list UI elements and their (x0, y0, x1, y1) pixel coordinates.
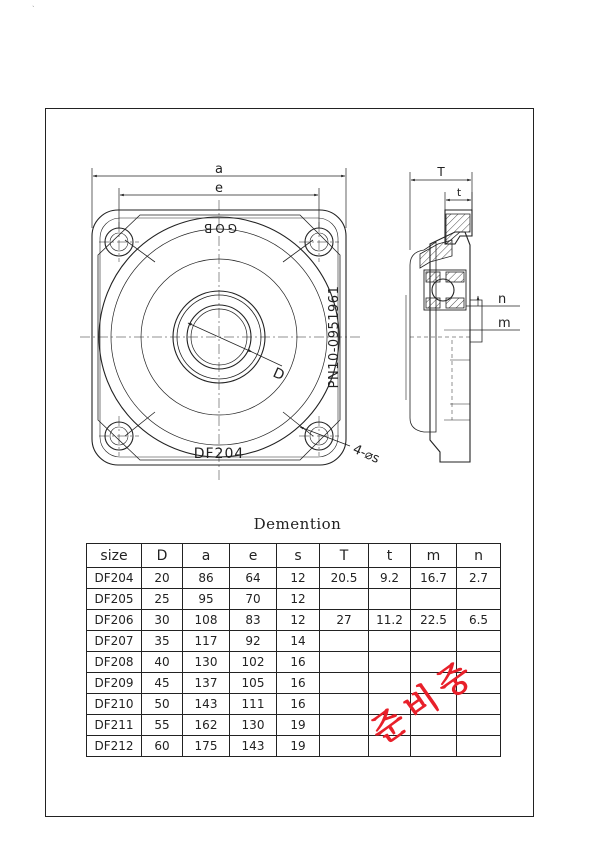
table-cell: 12 (277, 568, 320, 589)
table-cell (369, 652, 411, 673)
table-cell (320, 673, 369, 694)
table-cell (369, 736, 411, 757)
table-cell (411, 694, 457, 715)
dim-m-label: m (498, 316, 511, 331)
table-cell: DF211 (87, 715, 142, 736)
front-view (92, 210, 346, 465)
table-cell: 20 (142, 568, 183, 589)
table-cell (320, 652, 369, 673)
table-cell (369, 715, 411, 736)
table-row (87, 589, 501, 610)
table-title: Demention (253, 515, 342, 533)
table-cell: 64 (230, 568, 277, 589)
table-cell: 117 (183, 631, 230, 652)
table-row (87, 673, 501, 694)
table-cell: 55 (142, 715, 183, 736)
table-cell: 27 (320, 610, 369, 631)
table-cell: 83 (230, 610, 277, 631)
hidden-lines (410, 337, 470, 420)
table-cell: 143 (230, 736, 277, 757)
table-cell: 175 (183, 736, 230, 757)
table-cell (320, 631, 369, 652)
table-cell: 92 (230, 631, 277, 652)
table-cell: 20.5 (320, 568, 369, 589)
column-header-size: size (87, 544, 142, 568)
table-cell (457, 715, 501, 736)
table-row (87, 736, 501, 757)
table-cell: 14 (277, 631, 320, 652)
table-cell: 108 (183, 610, 230, 631)
table-cell (320, 715, 369, 736)
table-cell: 95 (183, 589, 230, 610)
table-cell (369, 631, 411, 652)
table-cell: DF209 (87, 673, 142, 694)
column-header-t: T (320, 544, 369, 568)
table-cell: 16 (277, 652, 320, 673)
table-cell: DF205 (87, 589, 142, 610)
table-cell: 137 (183, 673, 230, 694)
column-header-d: D (142, 544, 183, 568)
table-cell: 2.7 (457, 568, 501, 589)
table-cell: 102 (230, 652, 277, 673)
table-cell (411, 631, 457, 652)
table-cell: 60 (142, 736, 183, 757)
table-cell: 35 (142, 631, 183, 652)
table-cell: 105 (230, 673, 277, 694)
column-header-a: a (183, 544, 230, 568)
column-header-s: s (277, 544, 320, 568)
table-cell: 16 (277, 673, 320, 694)
table-cell (320, 736, 369, 757)
dim-a-label: a (215, 162, 223, 177)
column-header-m: m (411, 544, 457, 568)
table-row (87, 610, 501, 631)
table-cell: 143 (183, 694, 230, 715)
scan-mark: ` (32, 6, 35, 13)
table-cell (369, 673, 411, 694)
table-cell: 130 (183, 652, 230, 673)
table-cell: DF210 (87, 694, 142, 715)
column-header-n: n (457, 544, 501, 568)
table-cell: 130 (230, 715, 277, 736)
table-cell: 162 (183, 715, 230, 736)
table-cell (369, 694, 411, 715)
dimension-m (470, 330, 520, 340)
table-cell: 111 (230, 694, 277, 715)
table-cell: 86 (183, 568, 230, 589)
table-cell: DF204 (87, 568, 142, 589)
column-header-e: e (230, 544, 277, 568)
table-cell (457, 631, 501, 652)
table-cell (457, 673, 501, 694)
table-row (87, 694, 501, 715)
table-row (87, 568, 501, 589)
table-cell (457, 652, 501, 673)
table-header-row (87, 544, 501, 568)
center-lines (80, 200, 360, 480)
table-cell: 11.2 (369, 610, 411, 631)
table-cell: 16 (277, 694, 320, 715)
table-row (87, 715, 501, 736)
table-cell: 30 (142, 610, 183, 631)
table-cell: 16.7 (411, 568, 457, 589)
table-row (87, 631, 501, 652)
dim-e-label: e (215, 181, 223, 196)
dim-T-label: T (437, 165, 445, 179)
dim-n-label: n (498, 292, 507, 307)
brand-mark: GOB (201, 221, 237, 235)
table-cell: 45 (142, 673, 183, 694)
table-cell: DF212 (87, 736, 142, 757)
stamp-char-2: 비 (396, 677, 447, 730)
table-cell: DF208 (87, 652, 142, 673)
table-cell: 19 (277, 715, 320, 736)
dim-D-label: D (270, 365, 287, 385)
table-cell (411, 673, 457, 694)
table-cell (411, 589, 457, 610)
table-cell: 19 (277, 736, 320, 757)
bolt-hole-label: 4-⌀s (350, 441, 382, 467)
table-cell: 22.5 (411, 610, 457, 631)
table-row (87, 652, 501, 673)
table-cell (369, 589, 411, 610)
table-cell (457, 589, 501, 610)
table-cell: 50 (142, 694, 183, 715)
table-cell: 25 (142, 589, 183, 610)
table-cell: DF207 (87, 631, 142, 652)
table-cell: 70 (230, 589, 277, 610)
dimension-n (466, 296, 520, 306)
table-cell: 12 (277, 610, 320, 631)
column-header-t: t (369, 544, 411, 568)
dim-t-label: t (456, 186, 462, 199)
table-cell: 6.5 (457, 610, 501, 631)
part-number: PN10-0951961 (327, 285, 342, 389)
table-cell: DF206 (87, 610, 142, 631)
table-cell: 40 (142, 652, 183, 673)
table-cell (320, 589, 369, 610)
dimension-table (86, 543, 501, 757)
table-cell (411, 715, 457, 736)
stamp-char-3: 중 (429, 655, 480, 707)
stamp-char-1: 준 (364, 700, 414, 753)
table-cell (457, 736, 501, 757)
table-cell (411, 736, 457, 757)
table-cell (457, 694, 501, 715)
table-cell: 9.2 (369, 568, 411, 589)
table-cell: 12 (277, 589, 320, 610)
model-label: DF204 (193, 446, 245, 462)
table-cell (411, 652, 457, 673)
table-cell (320, 694, 369, 715)
